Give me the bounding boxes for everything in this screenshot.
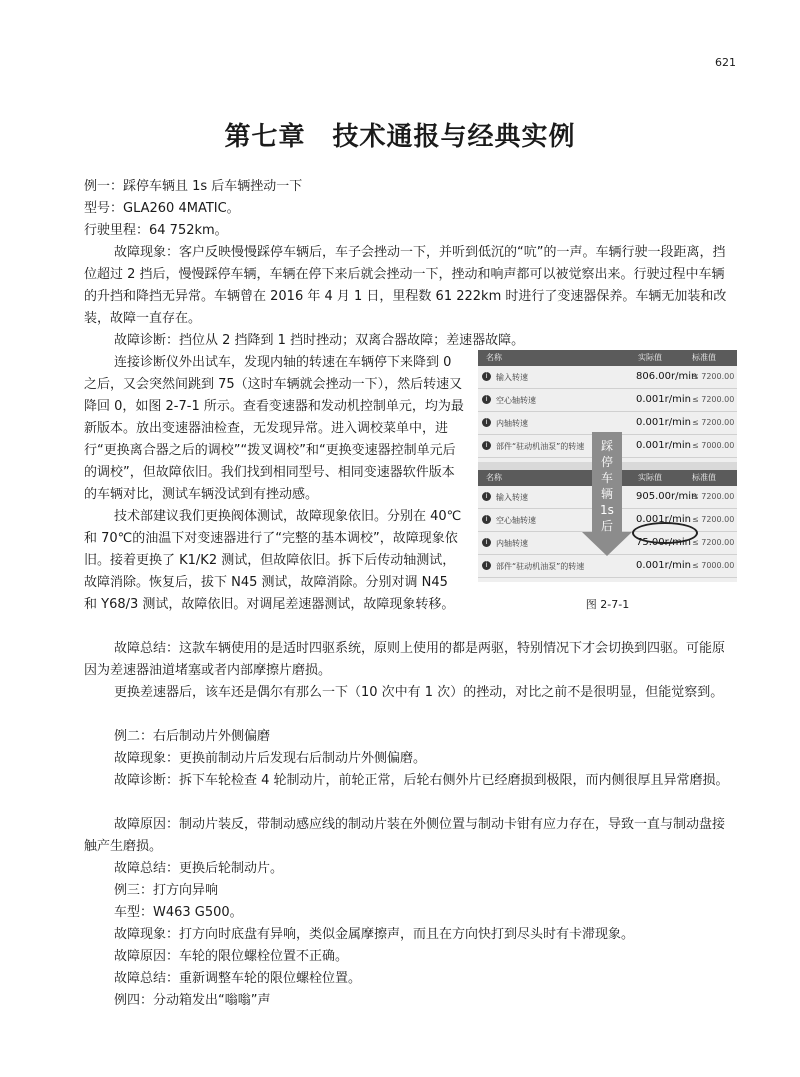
info-icon: i: [482, 538, 491, 547]
info-icon: i: [482, 492, 491, 501]
figure-caption: 图 2-7-1: [585, 598, 630, 611]
row-standard: ≤ 7000.00: [692, 441, 735, 450]
row-standard: ≤ 7200.00: [692, 538, 735, 547]
row-name: 空心轴转速: [496, 396, 536, 405]
row-standard: ≤ 7200.00: [692, 418, 735, 427]
header-standard: 标准值: [692, 473, 716, 482]
row-value: 0.001r/min: [636, 417, 691, 428]
paragraph-example-1-title: 例一：踩停车辆且 1s 后车辆挫动一下: [84, 179, 303, 194]
info-icon: i: [482, 418, 491, 427]
paragraph-fault-phenomenon: 故障现象：客户反映慢慢踩停车辆后，车子会挫动一下，并听到低沉的“吭”的一声。车辆行驶一段距离，挡位超过 2 挡后，慢慢踩停车辆，车辆在停下来后就会挫动一下，挫动和响声都可以被觉察出来。行驶过程中车辆的升挡和降挡无异常。车辆曾在 2016 年 4 月 1 日，里程数 61 222km 时进行了变速器保养。车辆无加装和改装，故障一直存在。: [84, 245, 727, 326]
row-standard: ≤ 7200.00: [692, 372, 735, 381]
paragraph-mileage: 行驶里程：64 752km。: [84, 223, 228, 238]
row-standard: ≤ 7000.00: [692, 561, 735, 570]
info-icon: i: [482, 515, 491, 524]
paragraph-example-2-diagnosis: 故障诊断：拆下车轮检查 4 轮制动片，前轮正常，后轮右侧外片已经磨损到极限，而内侧很厚且异常磨损。: [114, 773, 729, 788]
row-standard: ≤ 7200.00: [692, 395, 735, 404]
row-value: 0.001r/min: [636, 560, 691, 571]
row-name: 部件“驻动机油泵”的转速: [496, 442, 585, 451]
paragraph-example-3-title: 例三：打方向异响: [114, 883, 219, 898]
paragraph-technical-advice: 技术部建议我们更换阀体测试，故障现象依旧。分别在 40℃和 70℃的油温下对变速器进行了“完整的基本调校”，故障现象依旧。接着更换了 K1/K2 测试，但故障依旧。拆下后传动轴测试，故障消除。恢复后，拔下 N45 测试，故障消除。分别对调 N45 和 Y68/3 测试，故障依旧。对调尾差速器测试，故障现象转移。: [84, 509, 462, 612]
arrow-label-3: 车: [600, 471, 613, 485]
paragraph-model: 型号：GLA260 4MATIC。: [84, 201, 240, 216]
header-actual: 实际值: [638, 473, 662, 482]
info-icon: i: [482, 372, 491, 381]
paragraph-after-repair: 更换差速器后，该车还是偶尔有那么一下（10 次中有 1 次）的挫动，对比之前不是很明显，但能觉察到。: [114, 685, 724, 700]
row-value: 905.00r/min: [636, 491, 698, 502]
chapter-title: 第七章 技术通报与经典实例: [224, 122, 576, 152]
header-name: 名称: [486, 473, 502, 482]
arrow-label-6: 后: [600, 519, 613, 533]
highlight-circle: [632, 522, 698, 544]
paragraph-diagnosis-detail: 连接诊断仪外出试车，发现内轴的转速在车辆停下来降到 0 之后，又会突然间跳到 75（这时车辆就会挫动一下），然后转速又降回 0，如图 2-7-1 所示。查看变速器和发动机控制单元，均为最新版本。放出变速器油检查，无发现异常。进入调校菜单中，进行“更换离合器之后的调校”“拨叉调校”和“更换变速器控制单元后的调校”，但故障依旧。我们找到相同型号、相同变速器软件版本的车辆对比，测试车辆没试到有挫动感。: [84, 355, 464, 502]
arrow-label-1: 踩: [600, 439, 613, 453]
header-name: 名称: [486, 353, 502, 362]
header-actual: 实际值: [638, 353, 662, 362]
paragraph-example-2-cause: 故障原因：制动片装反，带制动感应线的制动片装在外侧位置与制动卡钳有应力存在，导致一直与制动盘接触产生磨损。: [84, 817, 726, 854]
paragraph-example-2-title: 例二：右后制动片外侧偏磨: [114, 729, 271, 744]
row-value: 0.001r/min: [636, 514, 691, 525]
info-icon: i: [482, 441, 491, 450]
panel-header: [478, 350, 737, 366]
table-row: [478, 389, 737, 412]
arrow-label-2: 停: [600, 455, 613, 469]
page-number: 621: [715, 56, 736, 69]
row-name: 空心轴转速: [496, 516, 536, 525]
table-row: [478, 555, 737, 578]
paragraph-example-3-model: 车型：W463 G500。: [114, 905, 243, 920]
paragraph-example-4-title: 例四：分动箱发出“嗡嗡”声: [114, 993, 271, 1008]
info-icon: i: [482, 561, 491, 570]
paragraph-example-2-summary: 故障总结：更换后轮制动片。: [114, 861, 284, 876]
table-row: [478, 366, 737, 389]
row-value: 0.001r/min: [636, 394, 691, 405]
row-standard: ≤ 7200.00: [692, 492, 735, 501]
row-name: 内轴转速: [496, 419, 528, 428]
header-standard: 标准值: [692, 353, 716, 362]
info-icon: i: [482, 395, 491, 404]
row-name: 输入转速: [496, 493, 528, 502]
row-name: 输入转速: [496, 373, 528, 382]
paragraph-example-3-cause: 故障原因：车轮的限位螺栓位置不正确。: [114, 949, 349, 964]
row-name: 部件“驻动机油泵”的转速: [496, 562, 585, 571]
paragraph-fault-summary: 故障总结：这款车辆使用的是适时四驱系统，原则上使用的都是两驱，特别情况下才会切换到四驱。可能原因为差速器油道堵塞或者内部摩擦片磨损。: [84, 641, 726, 678]
row-value: 806.00r/min: [636, 371, 698, 382]
row-value: 0.001r/min: [636, 440, 691, 451]
paragraph-example-3-summary: 故障总结：重新调整车轮的限位螺栓位置。: [114, 971, 362, 986]
paragraph-example-2-phenomenon: 故障现象：更换前制动片后发现右后制动片外侧偏磨。: [114, 751, 427, 766]
row-value: 75.00r/min: [636, 537, 691, 548]
row-standard: ≤ 7200.00: [692, 515, 735, 524]
figure-2-7-1: [478, 350, 737, 582]
paragraph-fault-diagnosis: 故障诊断：挡位从 2 挡降到 1 挡时挫动；双离合器故障；差速器故障。: [114, 333, 525, 348]
arrow-label-4: 辆: [600, 487, 613, 501]
row-name: 内轴转速: [496, 539, 528, 548]
paragraph-example-3-phenomenon: 故障现象：打方向时底盘有异响，类似金属摩擦声，而且在方向快打到尽头时有卡滞现象。: [114, 927, 635, 942]
arrow-label-5: 1s: [600, 503, 614, 517]
